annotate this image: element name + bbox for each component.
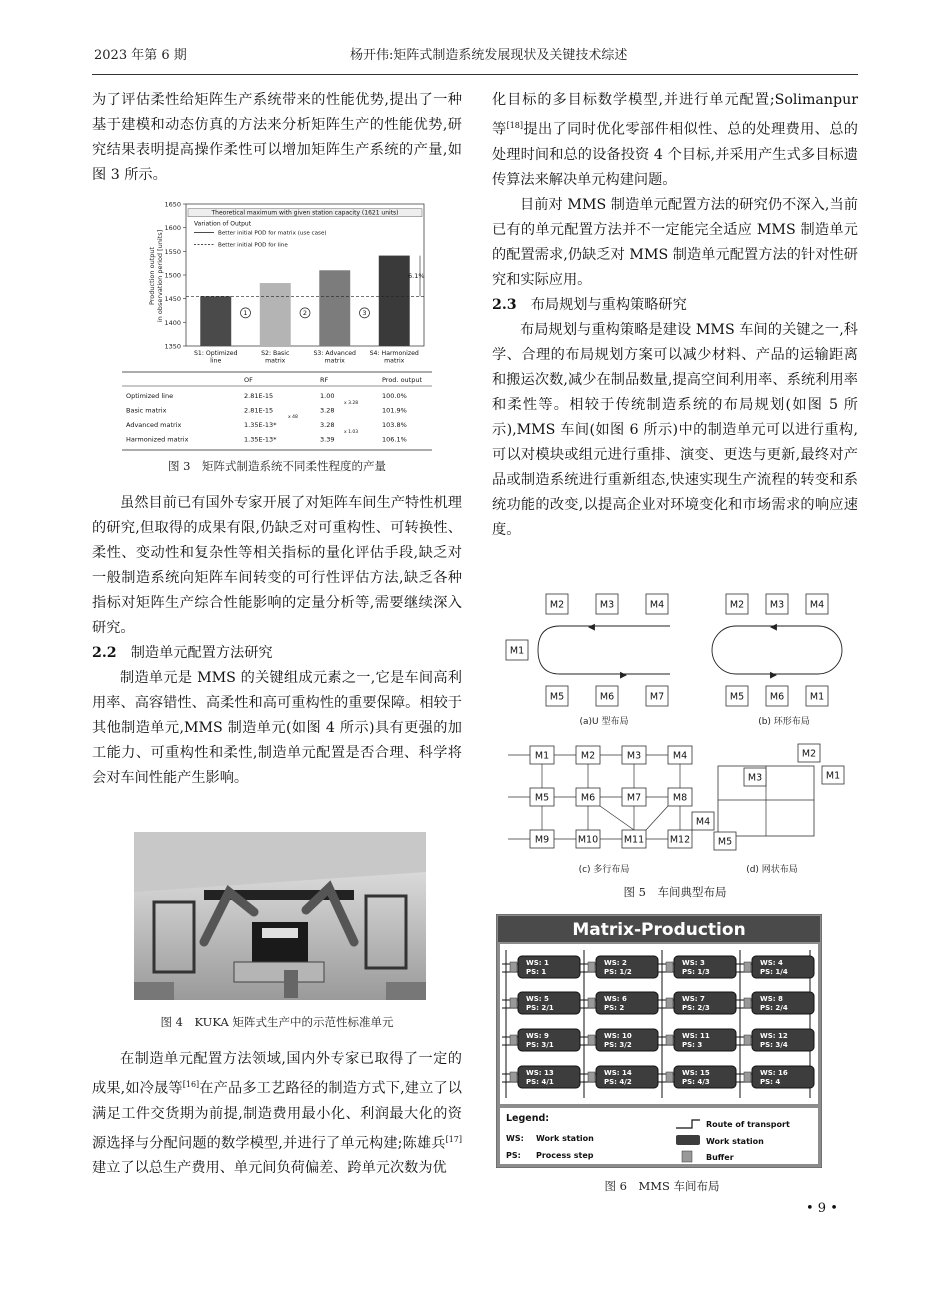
fig6-caption: 图 6 MMS 车间布局: [604, 1179, 720, 1193]
y-tick-label: 1400: [164, 318, 181, 327]
ps-label: PS: 4: [760, 1078, 781, 1086]
table-header: RF: [320, 376, 329, 384]
bar-2: [260, 283, 291, 346]
table-cell: Advanced matrix: [126, 421, 182, 429]
left-paragraph-1: 为了评估柔性给矩阵生产系统带来的性能优势,提出了一种基于建模和动态仿真的方法来分析矩阵生产的性能优势,研究结果表明提高操作柔性可以增加矩阵生产系统的产量,如图 3 所示。: [92, 92, 462, 183]
work-station-icon: [676, 1135, 700, 1145]
machine-label: M10: [577, 834, 599, 846]
x-tick-label: [314, 350, 357, 365]
buffer: [666, 1035, 673, 1045]
subcaption-a: (a)U 型布局: [579, 717, 629, 727]
y-axis-label-line2: in observation period [units]: [156, 229, 164, 323]
journal-issue: 2023 年第 6 期: [94, 48, 187, 63]
machine-label: M2: [801, 748, 817, 760]
buffer: [744, 1072, 751, 1082]
diagonal-flow: [646, 806, 668, 830]
table-cell: 2.81E-15: [244, 406, 274, 415]
x-tick-line2: matrix: [265, 357, 286, 365]
legend-ws-abbr: WS:: [506, 1134, 524, 1143]
table-cell: Harmonized matrix: [126, 435, 189, 444]
machine-label: M3: [747, 772, 763, 784]
machine-label: M1: [809, 691, 825, 703]
ring-path: [712, 626, 842, 674]
buffer: [510, 962, 517, 972]
left-paragraph-4: [92, 1047, 462, 1181]
figure-6-matrix-production: [496, 914, 822, 1168]
machine-label: M4: [809, 599, 825, 611]
u-path: [538, 626, 670, 674]
ps-label: PS: 2/1: [526, 1004, 554, 1012]
left-block-2: [92, 491, 462, 791]
table-header: Prod. output: [382, 376, 423, 384]
x-tick-label: [261, 350, 290, 365]
x-tick-line1: S2: Basic: [261, 350, 290, 357]
table-cell: 3.28: [320, 421, 335, 429]
rp1-part-a: 化目标的多目标数学模型,并进行单元配置;Solimanpur 等: [492, 92, 858, 138]
buffer: [588, 1035, 595, 1045]
ps-label: PS: 2/3: [682, 1004, 710, 1012]
table-cell: Basic matrix: [126, 406, 167, 415]
table-note: x 1.03: [344, 430, 359, 435]
section-2-2-heading: [92, 641, 462, 666]
machine-label: M6: [599, 691, 615, 703]
ps-label: PS: 3/2: [604, 1041, 632, 1049]
x-tick-line1: S4: Harmonized: [369, 350, 419, 357]
buffer: [666, 962, 673, 972]
buffer: [510, 998, 517, 1008]
ps-label: PS: 1/4: [760, 968, 788, 976]
x-tick-label: [370, 350, 419, 365]
machine-label: M8: [672, 792, 688, 804]
machine-label: M3: [769, 599, 785, 611]
figure-5-layouts: [500, 588, 850, 880]
y-tick-label: 1500: [164, 271, 181, 280]
ws-label: WS: 4: [760, 959, 783, 967]
table-cell: 103.8%: [382, 421, 407, 429]
diagonal-flow: [600, 806, 634, 830]
ps-label: PS: 3/1: [526, 1041, 554, 1049]
y-tick-label: 1350: [164, 342, 181, 351]
ps-label: PS: 2: [604, 1004, 625, 1012]
machine-label: M5: [717, 836, 733, 848]
machine-label: M2: [580, 750, 596, 762]
left-column: [92, 88, 462, 188]
bar-3: [319, 270, 350, 346]
subcaption-c: (c) 多行布局: [578, 865, 630, 875]
machine-label: M7: [626, 792, 642, 804]
ws-label: WS: 13: [526, 1069, 554, 1077]
p4-part-a: 在制造单元配置方法领域,国内外专家已取得了一定的成果,如冷晟等: [92, 1051, 462, 1097]
machine-label: M5: [549, 691, 565, 703]
ws-label: WS: 1: [526, 959, 549, 967]
step-circle-label: 2: [302, 309, 308, 318]
ws-label: WS: 14: [604, 1069, 632, 1077]
arrow-glyph: ▶: [770, 670, 777, 681]
left-paragraph-2: 虽然目前已有国外专家开展了对矩阵车间生产特性机理的研究,但取得的成果有限,仍缺乏对可重构性、可转换性、柔性、变动性和复杂性等相关指标的量化评估手段,缺乏对一般制造系统向矩阵车间转变的可行性评估方法,缺乏各种指标对矩阵生产综合性能影响的定量分析等,需要继续深入研究。: [92, 495, 462, 636]
right-paragraph-1: [492, 88, 858, 193]
legend-station-text: Work station: [706, 1137, 764, 1146]
arrow-glyph: ▶: [620, 670, 627, 681]
arrow-glyph: ◀: [770, 622, 777, 633]
citation-16: [16]: [182, 1080, 200, 1089]
buffer: [588, 1072, 595, 1082]
legend-ps-text: Process step: [536, 1151, 594, 1160]
legend-title: Variation of Output: [194, 220, 252, 228]
ws-label: WS: 10: [604, 1032, 632, 1040]
machine-label: M4: [672, 750, 688, 762]
ps-label: PS: 1/2: [604, 968, 632, 976]
ps-label: PS: 3/4: [760, 1041, 788, 1049]
fig5-caption: 图 5 车间典型布局: [623, 885, 727, 899]
section-title: 制造单元配置方法研究: [130, 645, 273, 661]
table-header: OF: [244, 376, 253, 384]
arrow-glyph: ◀: [588, 622, 595, 633]
figure-4-kuka-cell: [134, 832, 426, 1000]
y-axis-label-line1: Production output: [148, 246, 156, 306]
table-note: x 3.28: [344, 401, 359, 406]
citation-18: [18]: [506, 121, 523, 130]
machine-label: M1: [825, 770, 841, 782]
bar-1: [200, 296, 231, 346]
x-tick-line2: matrix: [384, 357, 405, 365]
fig3-caption: 图 3 矩阵式制造系统不同柔性程度的产量: [168, 459, 386, 473]
legend-ws-text: Work station: [536, 1134, 594, 1143]
ps-label: PS: 3: [682, 1041, 703, 1049]
ps-label: PS: 4/3: [682, 1078, 710, 1086]
x-tick-line2: line: [210, 357, 222, 365]
ws-label: WS: 15: [682, 1069, 710, 1077]
section-number: 2.2: [92, 645, 117, 661]
table-cell: 3.39: [320, 435, 335, 444]
legend-route-text: Route of transport: [706, 1120, 790, 1129]
buffer: [510, 1035, 517, 1045]
y-tick-label: 1550: [164, 247, 181, 256]
table-cell: 100.0%: [382, 392, 407, 400]
table-cell: 2.81E-15: [244, 392, 274, 400]
left-paragraph-3: 制造单元是 MMS 的关键组成元素之一,它是车间高利用率、高容错性、高柔性和高可重构性的重要保障。相较于其他制造单元,MMS 制造单元(如图 4 所示)具有更强的加工能力、可重构性和柔性,制造单元配置是否合理、科学将会对车间性能产生影响。: [92, 670, 462, 786]
table-cell: 1.35E-13*: [244, 435, 277, 444]
ws-label: WS: 16: [760, 1069, 788, 1077]
ws-label: WS: 7: [682, 995, 705, 1003]
subcaption-d: (d) 网状布局: [746, 865, 798, 875]
ws-label: WS: 2: [604, 959, 627, 967]
table-cell: 106.1%: [382, 435, 407, 444]
fig4-caption: 图 4 KUKA 矩阵式生产中的示范性标准单元: [160, 1015, 394, 1029]
legend-title: Legend:: [506, 1113, 550, 1124]
machine-label: M5: [729, 691, 745, 703]
legend-ps-abbr: PS:: [506, 1151, 521, 1160]
table-cell: 1.00: [320, 392, 335, 400]
section-title: 布局规划与重构策略研究: [530, 296, 687, 313]
header-rule: [92, 74, 858, 75]
bar-4: [379, 256, 410, 346]
y-axis-label: [148, 230, 164, 322]
buffer: [510, 1072, 517, 1082]
section-number: 2.3: [492, 296, 517, 313]
machine-label: M2: [549, 599, 565, 611]
machine-label: M4: [695, 816, 711, 828]
ws-label: WS: 6: [604, 995, 627, 1003]
ws-label: WS: 5: [526, 995, 549, 1003]
page-number: • 9 •: [806, 1201, 838, 1216]
figure-3: [118, 196, 436, 452]
section-2-3-heading: [492, 293, 858, 318]
ws-label: WS: 9: [526, 1032, 549, 1040]
machine-label: M1: [534, 750, 550, 762]
y-tick-label: 1600: [164, 224, 181, 233]
p4-part-b: 在产品多工艺路径的制造方式下,建立了以满足工件交货期为前提,制造费用最小化、利润最大化的资源选择与分配问题的数学模型,并进行了单元构建;陈雄兵: [92, 1080, 462, 1152]
buffer: [744, 998, 751, 1008]
right-paragraph-3: 布局规划与重构策略是建设 MMS 车间的关键之一,科学、合理的布局规划方案可以减少材料、产品的运输距离和搬运次数,减少在制品数量,提高空间利用率、系统利用率和柔性等。相较于传统制造系统的布局规划(如图 5 所示),MMS 车间(如图 6 所示)中的制造单元可以进行重构,可以对模块或组元进行重排、演变、更迭与更新,最终对产品或制造系统进行重新组态,快速实现生产流程的转变和系统功能的改变,以提高企业对环境变化和市场需求的响应速度。: [492, 321, 858, 538]
fig3-chart: [118, 196, 436, 452]
ps-label: PS: 2/4: [760, 1004, 788, 1012]
machine-label: M6: [769, 691, 785, 703]
ps-label: PS: 4/1: [526, 1078, 554, 1086]
buffer: [666, 1072, 673, 1082]
machine-label: M3: [626, 750, 642, 762]
banner-text: Theoretical maximum with given station capacity (1621 units): [211, 209, 399, 217]
machine-label: M11: [623, 834, 645, 846]
machine-label: M7: [649, 691, 665, 703]
right-column: [492, 88, 858, 543]
ws-label: WS: 12: [760, 1032, 788, 1040]
legend-entry: Better initial POD for matrix (use case): [218, 230, 327, 237]
right-paragraph-2: 目前对 MMS 制造单元配置方法的研究仍不深入,当前已有的单元配置方法并不一定能完全适应 MMS 制造单元的配置需求,仍缺乏对 MMS 制造单元配置方法的针对性研究和实际应用。: [492, 196, 858, 288]
machine-label: M12: [669, 834, 691, 846]
machine-label: M2: [729, 599, 745, 611]
ws-label: WS: 8: [760, 995, 783, 1003]
buffer-icon: [682, 1151, 692, 1162]
legend-buffer-text: Buffer: [706, 1153, 734, 1162]
ps-label: PS: 4/2: [604, 1078, 632, 1086]
fig6-diagram: [496, 914, 822, 1168]
fig5-diagram: [500, 588, 850, 880]
subcaption-b: (b) 环形布局: [758, 717, 810, 727]
rp1-part-b: 提出了同时优化零部件相似性、总的处理费用、总的处理时间和总的设备投资 4 个目标,并采用产生式多目标遗传算法来解决单元构建问题。: [492, 121, 858, 188]
machine-label: M4: [649, 599, 665, 611]
machine-label: M9: [534, 834, 550, 846]
legend-entry: Better initial POD for line: [218, 242, 288, 249]
machine-label: M1: [509, 645, 525, 657]
buffer: [588, 962, 595, 972]
table-cell: 101.9%: [382, 406, 407, 415]
left-block-3: [92, 1047, 462, 1181]
machine-label: M5: [534, 792, 550, 804]
table-note: x 48: [288, 415, 298, 420]
ws-label: WS: 3: [682, 959, 705, 967]
table-cell: 1.35E-13*: [244, 421, 277, 429]
x-tick-label: [194, 350, 238, 365]
buffer: [744, 1035, 751, 1045]
table-cell: Optimized line: [126, 392, 174, 400]
fig6-title: Matrix-Production: [572, 920, 746, 940]
citation-17: [17]: [445, 1134, 462, 1144]
pct-label: 6.1%: [408, 271, 425, 280]
x-tick-line1: S1: Optimized: [193, 350, 238, 357]
y-tick-label: 1450: [164, 295, 181, 304]
buffer: [588, 998, 595, 1008]
y-tick-label: 1650: [164, 200, 181, 209]
machine-label: M3: [599, 599, 615, 611]
x-tick-line2: matrix: [324, 357, 345, 365]
ws-label: WS: 11: [682, 1032, 710, 1040]
x-tick-line1: S3: Advanced: [313, 350, 356, 357]
machine-label: M6: [580, 792, 596, 804]
step-circle-label: 3: [362, 309, 367, 318]
ps-label: PS: 1: [526, 968, 547, 976]
buffer: [744, 962, 751, 972]
table-cell: 3.28: [320, 406, 335, 415]
kuka-cell-image: [134, 832, 426, 1000]
running-title: 杨开伟:矩阵式制造系统发展现状及关键技术综述: [350, 48, 628, 63]
p4-part-c: 建立了以总生产费用、单元间负荷偏差、跨单元次数为优: [92, 1160, 447, 1177]
step-circle-label: 1: [243, 309, 248, 318]
buffer: [666, 998, 673, 1008]
ps-label: PS: 1/3: [682, 968, 710, 976]
